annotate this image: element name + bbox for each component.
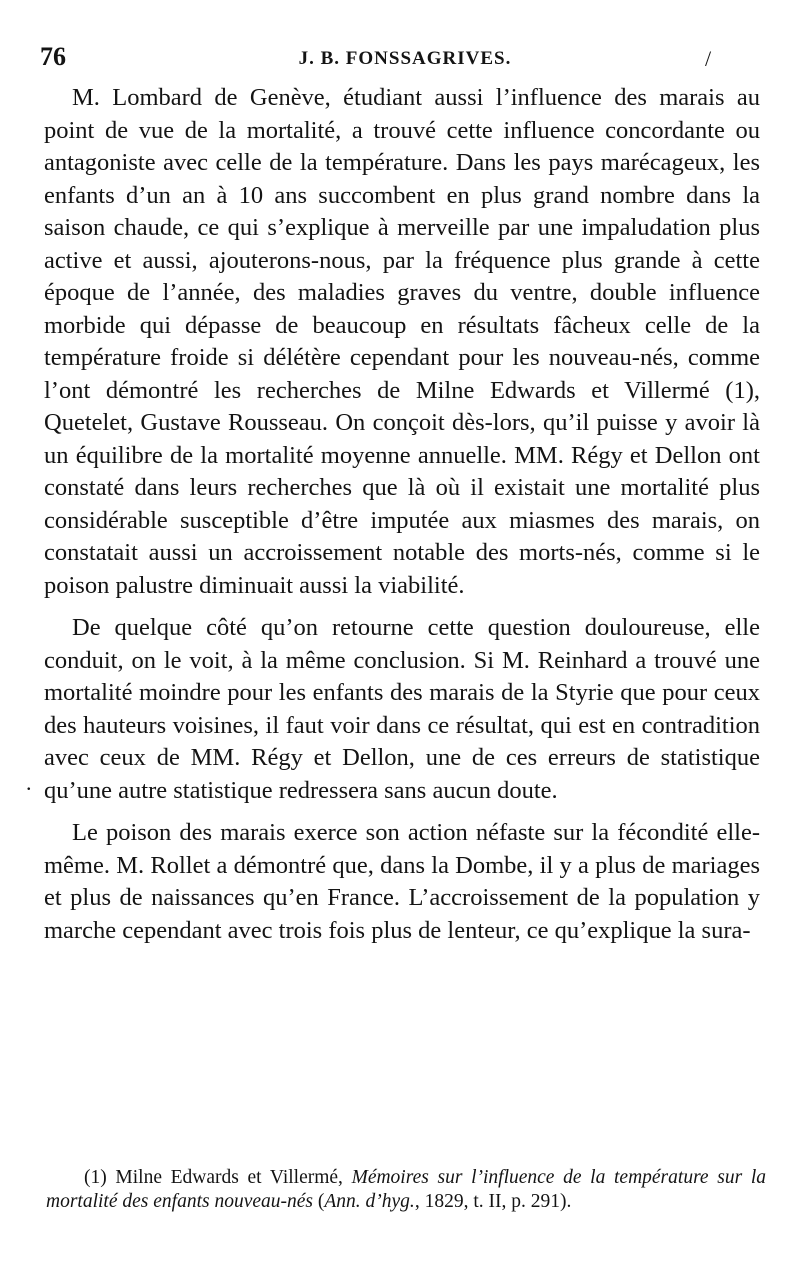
- paragraph-reinhard: De quelque côté qu’on retourne cette question douloureuse, elle conduit, on le voit, à la même conclusion. Si M. Reinhard a trouvé une mortalité moindre pour les enfants des marais de la Styrie que pour ceux des hauteurs voisines, il faut voir dans ce résultat, qui est en contradition avec ceux de MM. Régy et Dellon, une de ces erreurs de statistique qu’une autre statistique redressera sans aucun doute.: [44, 614, 760, 804]
- page-number: 76: [40, 42, 66, 71]
- margin-mark-slash: /: [705, 46, 712, 71]
- footnote-marker: (1): [84, 1167, 107, 1188]
- footnote-journal: Ann. d’hyg.: [324, 1191, 415, 1212]
- footnote-title: Mémoires sur l’influence de la température sur la mortalité des enfants nouveau-nés: [46, 1167, 766, 1212]
- running-head: J. B. FONSSAGRIVES.: [298, 48, 512, 69]
- paragraph-lombard: M. Lombard de Genève, étudiant aussi l’influence des marais au point de vue de la mortalité, a trouvé cette influence concordante ou antagoniste avec celle de la température. Dans les pays marécageux, les enfants d’un an à 10 ans succombent en plus grand nombre dans la saison chaude, ce qui s’explique à merveille par une impaludation plus active et aussi, ajouterons-nous, par la fréquence plus grande à cette époque de l’année, des maladies graves du ventre, double influence morbide qui dépasse de beaucoup en résultats fâcheux celle de la température froide si délétère cependant pour les nouveau-nés, comme l’ont démontré les recherches de Milne Edwards et Villermé (1), Quetelet, Gustave Rousseau. On conçoit dès-lors, qu’il puisse y avoir là un équilibre de la mortalité moyenne annuelle. MM. Régy et Dellon ont constaté dans leurs recherches que là où il existait une mortalité plus considérable susceptible d’être imputée aux miasmes des marais, on constatait aussi un accroissement notable des morts-nés, comme si le poison palustre diminuait aussi la viabilité.: [44, 84, 760, 599]
- footnote: [46, 1166, 766, 1214]
- footnote-source-open: (: [317, 1191, 325, 1212]
- margin-mark-dot: .: [26, 770, 32, 795]
- footnote-source-rest: , 1829, t. II, p. 291).: [414, 1191, 572, 1212]
- footnote-authors: Milne Edwards et Villermé,: [115, 1167, 343, 1188]
- paragraph-rollet: Le poison des marais exerce son action néfaste sur la fécondité elle-même. M. Rollet a démontré que, dans la Dombe, il y a plus de mariages et plus de naissances qu’en France. L’accroissement de la population y marche cependant avec trois fois plus de lenteur, ce qu’explique la sura-: [44, 819, 760, 944]
- page-header: [40, 42, 770, 76]
- body-text: [44, 82, 760, 947]
